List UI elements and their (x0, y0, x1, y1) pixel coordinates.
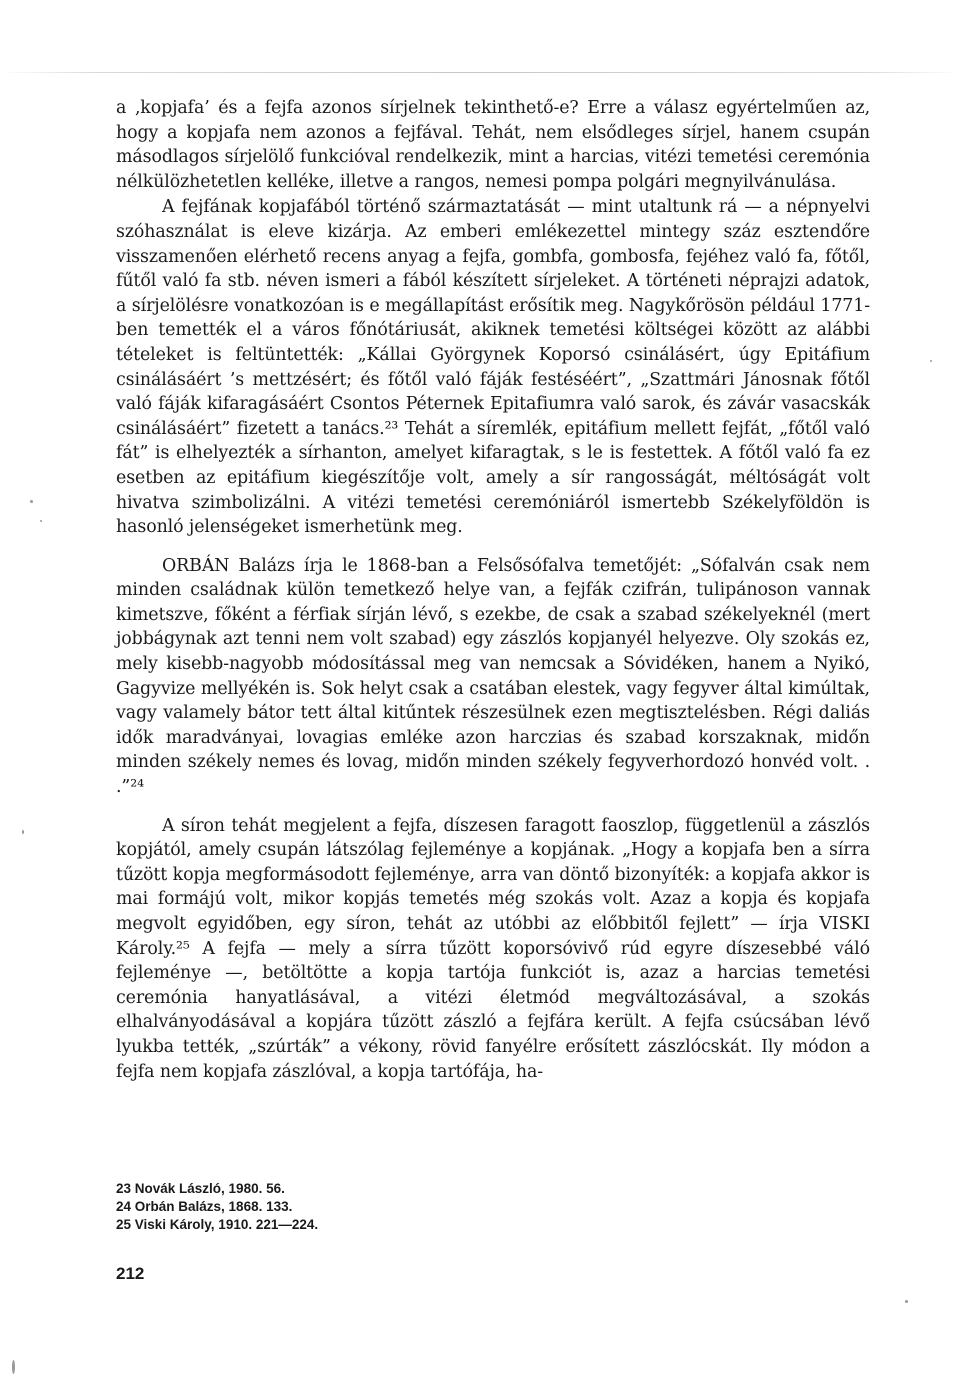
footnotes (116, 1180, 616, 1234)
scan-speck (930, 360, 932, 362)
scan-speck (30, 500, 33, 503)
scan-speck (22, 830, 24, 834)
footnote-25: 25 Viski Károly, 1910. 221—224. (116, 1217, 319, 1232)
paragraph-3: ORBÁN Balázs írja le 1868-ban a Felsősófalva temetőjét: „Sófalván csak nem minden családnak külön temetkező helye van, a fejfák czifrán, tulipánoson vannak kimetszve, főként a férfiak sírján lévő, s ezekbe, de csak a szabad székelyeknél (mert jobbágynak azt tenni nem volt szabad) egy zászlós kopjanyél helyezve. Oly szokás ez, mely kisebb-nagyobb módosítással meg van nemcsak a Sóvidéken, hanem a Nyikó, Gagyvize mellyékén is. Sok helyt csak a csatában elestek, vagy fegyver által kimúltak, vagy valamely bátor tett által kitűntek részesülnek ezen megtisztelésben. Régi daliás idők maradványai, lovagias emléke azon harczias és szabad korszaknak, midőn minden székely nemes és lovag, midőn minden székely fegyverhordozó honvéd volt. . .”²⁴ (116, 555, 870, 798)
scan-speck (905, 1300, 908, 1303)
scan-speck (12, 1360, 15, 1374)
scan-edge-line (0, 72, 960, 73)
scan-speck (40, 520, 42, 522)
paragraph-2: A fejfának kopjafából történő származtatását — mint utaltunk rá — a népnyelvi szóhasználat is eleve kizárja. Az emberi emlékezettel mintegy száz esztendőre visszamenően elérhető recens anyag a fejfa, gombfa, gombosfa, fejéhez való fa, főtől, fűtől való fa stb. néven ismeri a fából készített sírjeleket. A történeti néprajzi adatok, a sírjelölésre vonatkozóan is e megállapítást erősítik meg. Nagykőrösön például 1771-ben temették el a város főnótáriusát, akiknek temetési költségei között az alábbi tételeket is feltüntették: „Kállai Györgynek Koporsó csinálásért, úgy Epitáfium csinálásáért ’s mettzésért; és főtől való fáják festéséért”, „Szattmári Jánosnak főtől való fáják kifaragásáért Csontos Péternek Epitafiumra való sarok, és závár vasacskák csinálásáért” fizetett a tanács.²³ Tehát a síremlék, epitáfium mellett fejfát, „főtől való fát” is elhelyezték a sírhanton, amelyet kifaragtak, s le is festettek. A főtől való fa ez esetben az epitáfium kiegészítője volt, amely a sír rangosságát, méltóságát volt hivatva szimbolizálni. A vitézi temetési ceremóniáról ismertebb Székelyföldön is hasonló jelenségeket ismerhetünk meg. (116, 197, 870, 538)
paragraph-4: A síron tehát megjelent a fejfa, díszesen faragott faoszlop, függetlenül a zászlós kopjától, amely csupán látszólag fejleménye a kopjának. „Hogy a kopjafa ben a sírra tűzött kopja megformásodott fejleménye, arra van döntő bizonyíték: a kopjafa akkor is mai formájú volt, mikor kopjás temetés még szokás volt. Azaz a kopja és kopjafa megvolt egyidőben, egy síron, tehát az utóbbi az előbbitől fejlett” — írja VISKI Károly.²⁵ A fejfa — mely a sírra tűzött koporsóvivő rúd egyre díszesebbé váló fejleménye —, betöltötte a kopja tartója funkciót is, azaz a harcias temetési ceremónia hanyatlásával, a vitézi életmód megváltozásával, a szokás elhalványodásával a kopjára tűzött zászló a fejfára került. A fejfa csúcsában lévő lyukba tették, „szúrták” a vékony, rövid fanyélre erősített zászlócskát. Ily módon a fejfa nem kopjafa zászlóval, a kopja tartófája, ha- (116, 815, 870, 1082)
footnote-24: 24 Orbán Balázs, 1868. 133. (116, 1199, 293, 1214)
page-number: 212 (116, 1264, 145, 1283)
page-body (116, 96, 870, 1084)
footnote-23: 23 Novák László, 1980. 56. (116, 1181, 285, 1196)
paragraph-1: a ‚kopjafa’ és a fejfa azonos sírjelnek tekinthető-e? Erre a válasz egyértelműen az, hogy a kopjafa nem azonos a fejfával. Tehát, nem elsődleges sírjel, hanem csupán másodlagos sírjelölő funkcióval rendelkezik, mint a harcias, vitézi temetési ceremónia nélkülözhetetlen kelléke, illetve a rangos, nemesi pompa polgári megnyilvánulása. (116, 98, 870, 192)
